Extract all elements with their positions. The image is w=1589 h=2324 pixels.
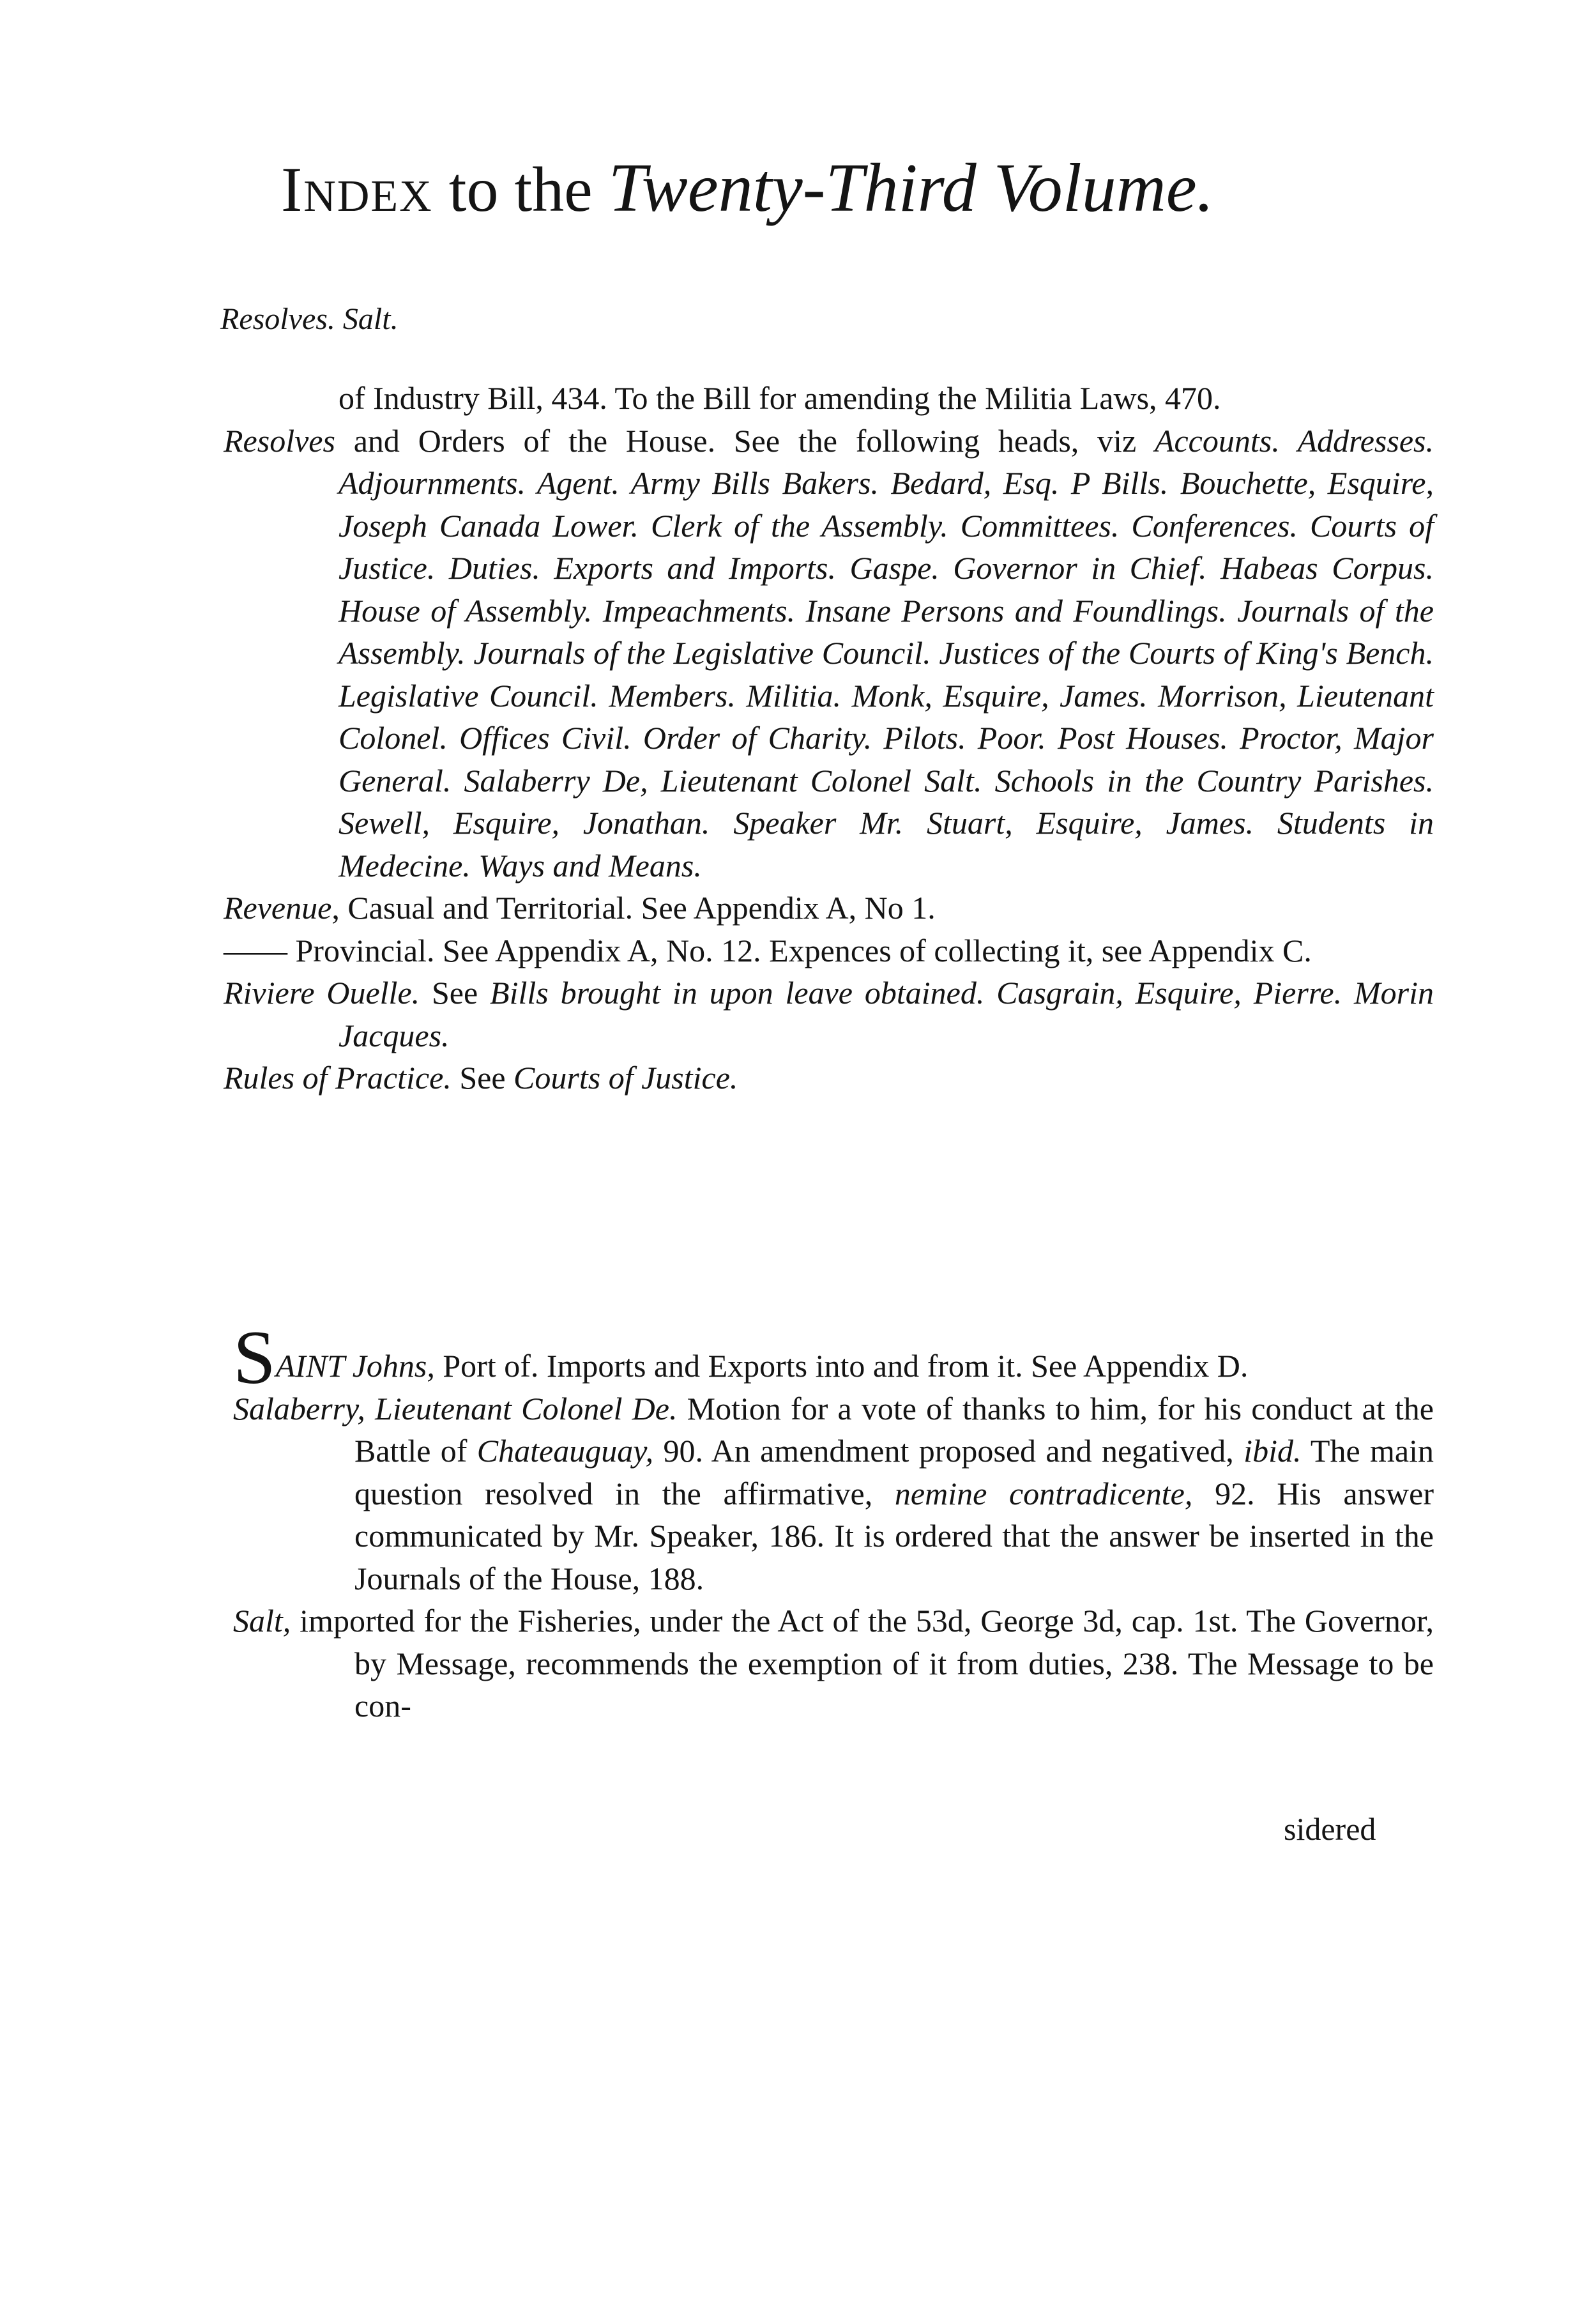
entry-italic: Chateauguay,: [476, 1433, 654, 1469]
entry-text: See: [451, 1060, 514, 1096]
entry-text: 90. An amendment proposed and negatived,: [653, 1433, 1244, 1469]
index-entry: [0, 929, 1434, 972]
entry-text: of Industry Bill, 434. To the Bill for amending the Militia Laws, 470.: [338, 380, 1221, 416]
running-head: Resolves. Salt.: [220, 302, 399, 336]
title-to-the: to the: [448, 154, 593, 225]
entry-italic: nemine contradicente,: [894, 1475, 1193, 1511]
title-volume: Twenty-Third Volume.: [608, 150, 1214, 226]
index-entry: [0, 420, 1434, 887]
entry-text: 92. His answer communicated by Mr. Speaker, 186. It is ordered that the answer be inserted in the Journals of the House, 188.: [354, 1475, 1434, 1596]
index-section-r: [0, 377, 1589, 1099]
index-entry: [0, 887, 1434, 929]
entry-head: AINT Johns,: [275, 1348, 435, 1384]
entry-text: See: [420, 975, 490, 1011]
entry-italic: ibid.: [1243, 1433, 1302, 1469]
entry-text: and Orders of the House. See the following heads, viz: [335, 422, 1155, 459]
catchword: sidered: [1284, 1811, 1376, 1847]
entry-head: Riviere Ouelle.: [224, 975, 420, 1011]
index-entry: [0, 972, 1434, 1057]
entry-head: Salaberry, Lieutenant Colonel De.: [233, 1390, 678, 1426]
title-index: Index: [281, 154, 433, 225]
index-entry: [0, 1600, 1434, 1727]
entry-text: Port of. Imports and Exports into and from it. See Appendix D.: [434, 1348, 1249, 1384]
index-entry: [0, 1057, 1434, 1099]
entry-italic: Accounts. Addresses. Adjournments. Agent. Army Bills Bakers. Bedard, Esq. P Bills. Bouchette, Esquire, Joseph Canada Lower. Clerk of the Assembly. Committees. Conferences. Courts of Justice. Duties. Exports and Imports. Gaspe. Governor in Chief. Habeas Corpus. House of Assembly. Impeachments. Insane Persons and Foundlings. Journals of the Assembly. Journals of the Legislative Council. Justices of the Courts of King's Bench. Legislative Council. Members. Militia. Monk, Esquire, James. Morrison, Lieutenant Colonel. Offices Civil. Order of Charity. Pilots. Poor. Post Houses. Proctor, Major General. Salaberry De, Lieutenant Colonel Salt. Schools in the Country Parishes. Sewell, Esquire, Jonathan. Speaker Mr. Stuart, Esquire, James. Students in Medecine. Ways and Means.: [338, 422, 1434, 883]
index-entry: [0, 1388, 1434, 1600]
entry-dash: ——: [224, 932, 287, 968]
entry-head: Revenue: [224, 890, 332, 926]
entry-italic: Courts of Justice.: [513, 1060, 738, 1096]
entry-text: The main question resolved in the affirmative,: [354, 1433, 1434, 1511]
entry-text: Provincial. See Appendix A, No. 12. Expences of collecting it, see Appendix C.: [287, 932, 1312, 968]
entry-head: Salt,: [233, 1603, 291, 1639]
index-entry: [0, 1315, 1434, 1400]
entry-text: Motion for a vote of thanks to him, for his conduct at the Battle of: [354, 1390, 1434, 1469]
entry-head: Rules of Practice.: [224, 1060, 452, 1096]
entry-head: Resolves: [224, 422, 335, 459]
drop-initial: S: [233, 1315, 276, 1400]
index-section-s: [0, 1315, 1589, 1727]
entry-text: imported for the Fisheries, under the Act of the 53d, George 3d, cap. 1st. The Governor, by Message, recommends the exemption of it from duties, 238. The Message to be con-: [291, 1603, 1434, 1724]
entry-italic: Bills brought in upon leave obtained. Casgrain, Esquire, Pierre. Morin Jacques.: [338, 975, 1434, 1053]
page-title: [281, 147, 1431, 231]
entry-text: , Casual and Territorial. See Appendix A, No 1.: [331, 890, 936, 926]
index-entry: [0, 377, 1434, 420]
